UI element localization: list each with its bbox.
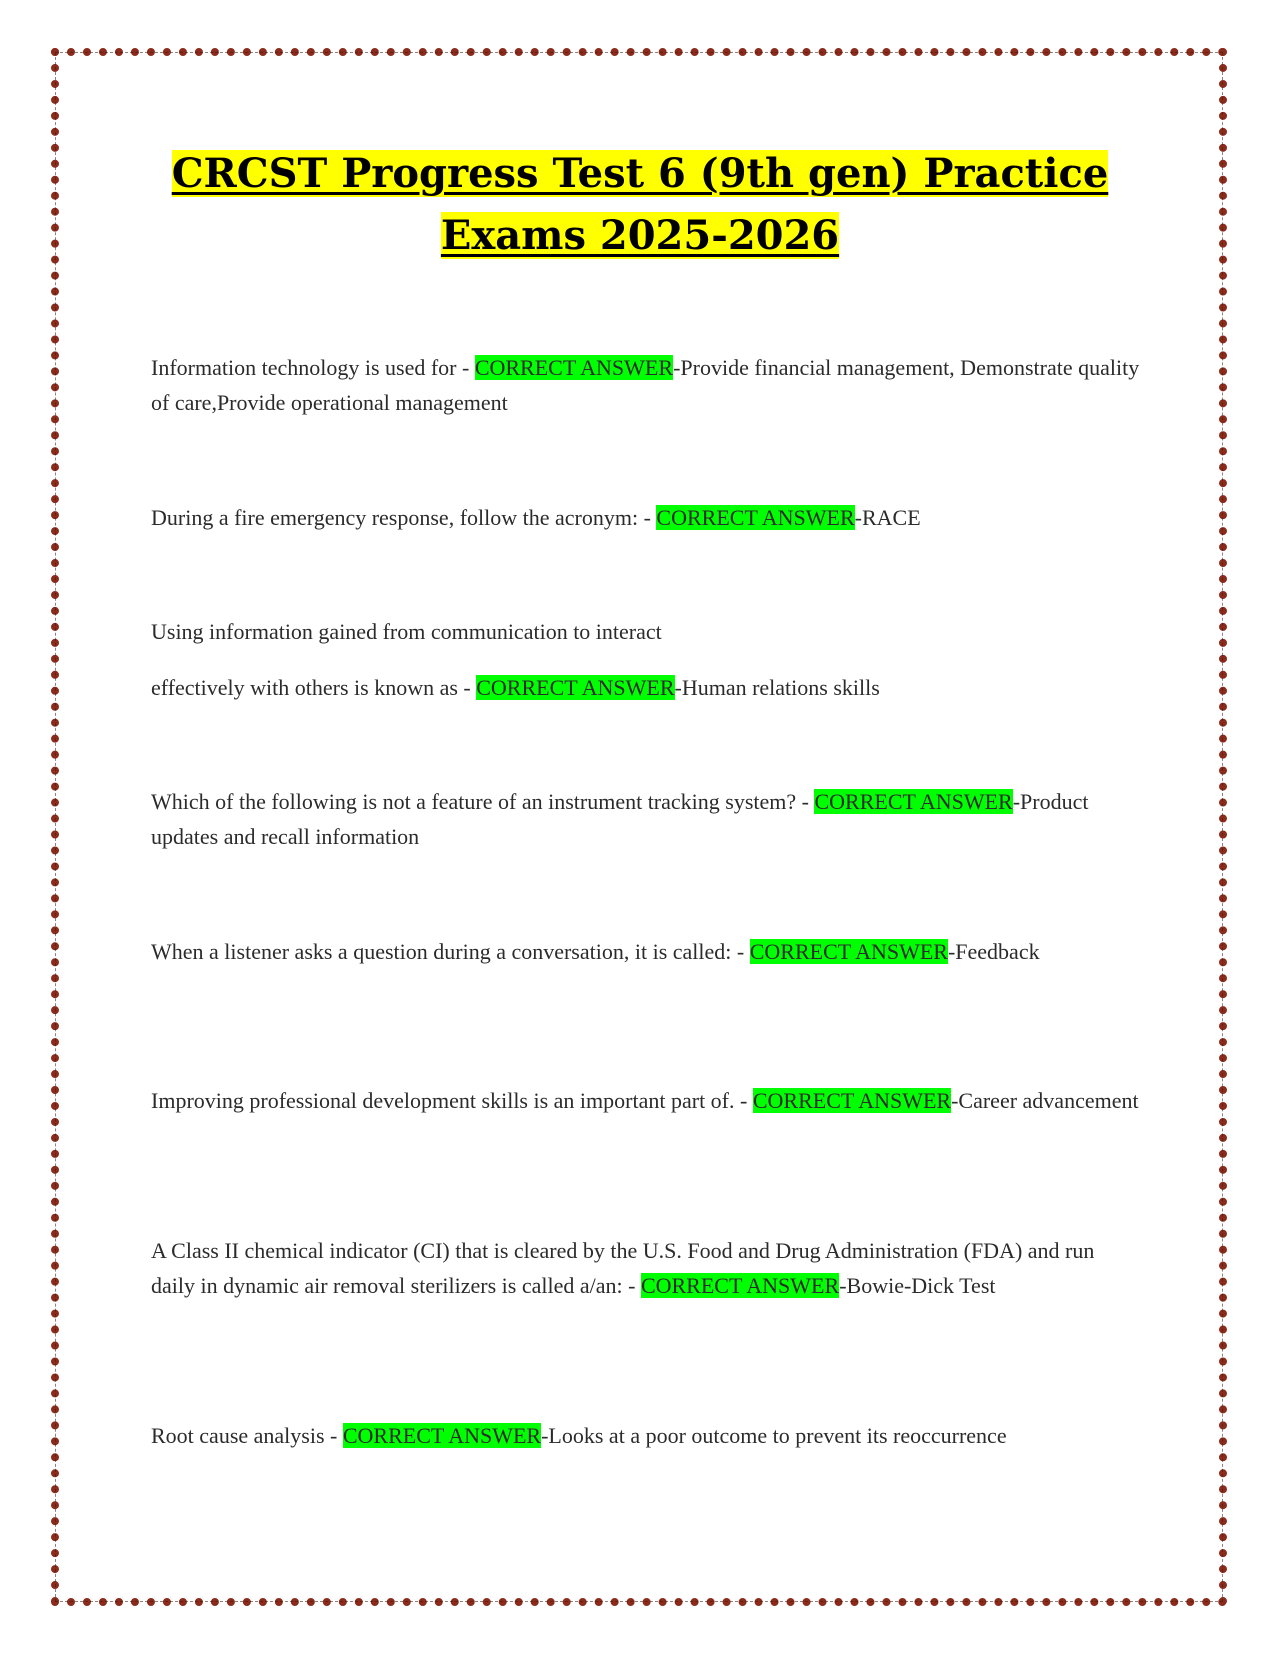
answer-text: -Provide financial management, Demonstrate quality of care,Provide operational management bbox=[151, 355, 1140, 415]
correct-answer-label: CORRECT ANSWER bbox=[752, 1088, 952, 1113]
title-line-2: Exams 2025-2026 bbox=[440, 212, 840, 259]
qa-item-2 bbox=[151, 500, 1141, 535]
question-text: Root cause analysis - bbox=[151, 1423, 343, 1448]
answer-text: -Bowie-Dick Test bbox=[839, 1273, 996, 1298]
correct-answer-label: CORRECT ANSWER bbox=[476, 675, 675, 700]
correct-answer-label: CORRECT ANSWER bbox=[342, 1423, 542, 1448]
title-line-1: CRCST Progress Test 6 (9th gen) Practice bbox=[171, 150, 1109, 197]
question-text: Information technology is used for - bbox=[151, 355, 475, 380]
answer-text: -Feedback bbox=[947, 939, 1040, 964]
answer-text: -Looks at a poor outcome to prevent its reoccurrence bbox=[541, 1423, 1007, 1448]
correct-answer-label: CORRECT ANSWER bbox=[656, 505, 855, 530]
qa-item-5 bbox=[151, 934, 1141, 969]
answer-text: -Product updates and recall information bbox=[151, 789, 1089, 849]
question-text-line-1: Using information gained from communication to interact bbox=[151, 619, 662, 644]
correct-answer-label: CORRECT ANSWER bbox=[640, 1273, 840, 1298]
qa-item-6 bbox=[151, 1083, 1141, 1118]
question-text: When a listener asks a question during a conversation, it is called: - bbox=[151, 939, 750, 964]
question-text: Which of the following is not a feature of an instrument tracking system? - bbox=[151, 789, 815, 814]
answer-text: -Human relations skills bbox=[674, 675, 880, 700]
question-text: During a fire emergency response, follow the acronym: - bbox=[151, 505, 657, 530]
question-line-2 bbox=[151, 670, 1141, 705]
document-title bbox=[0, 143, 1280, 267]
qa-item-4 bbox=[151, 784, 1141, 854]
answer-text: -RACE bbox=[854, 505, 921, 530]
qa-item-1 bbox=[151, 350, 1141, 420]
answer-text: -Career advancement bbox=[951, 1088, 1139, 1113]
question-text: A Class II chemical indicator (CI) that is cleared by the U.S. Food and Drug Administration (FDA) and run daily in dynamic air removal sterilizers is called a/an: - bbox=[151, 1238, 1095, 1298]
correct-answer-label: CORRECT ANSWER bbox=[749, 939, 948, 964]
correct-answer-label: CORRECT ANSWER bbox=[474, 355, 674, 380]
qa-item-3 bbox=[151, 614, 1141, 705]
qa-item-7 bbox=[151, 1233, 1141, 1303]
qa-item-8 bbox=[151, 1418, 1141, 1453]
question-text: Improving professional development skills is an important part of. - bbox=[151, 1088, 753, 1113]
correct-answer-label: CORRECT ANSWER bbox=[814, 789, 1013, 814]
question-text: effectively with others is known as - bbox=[151, 675, 477, 700]
